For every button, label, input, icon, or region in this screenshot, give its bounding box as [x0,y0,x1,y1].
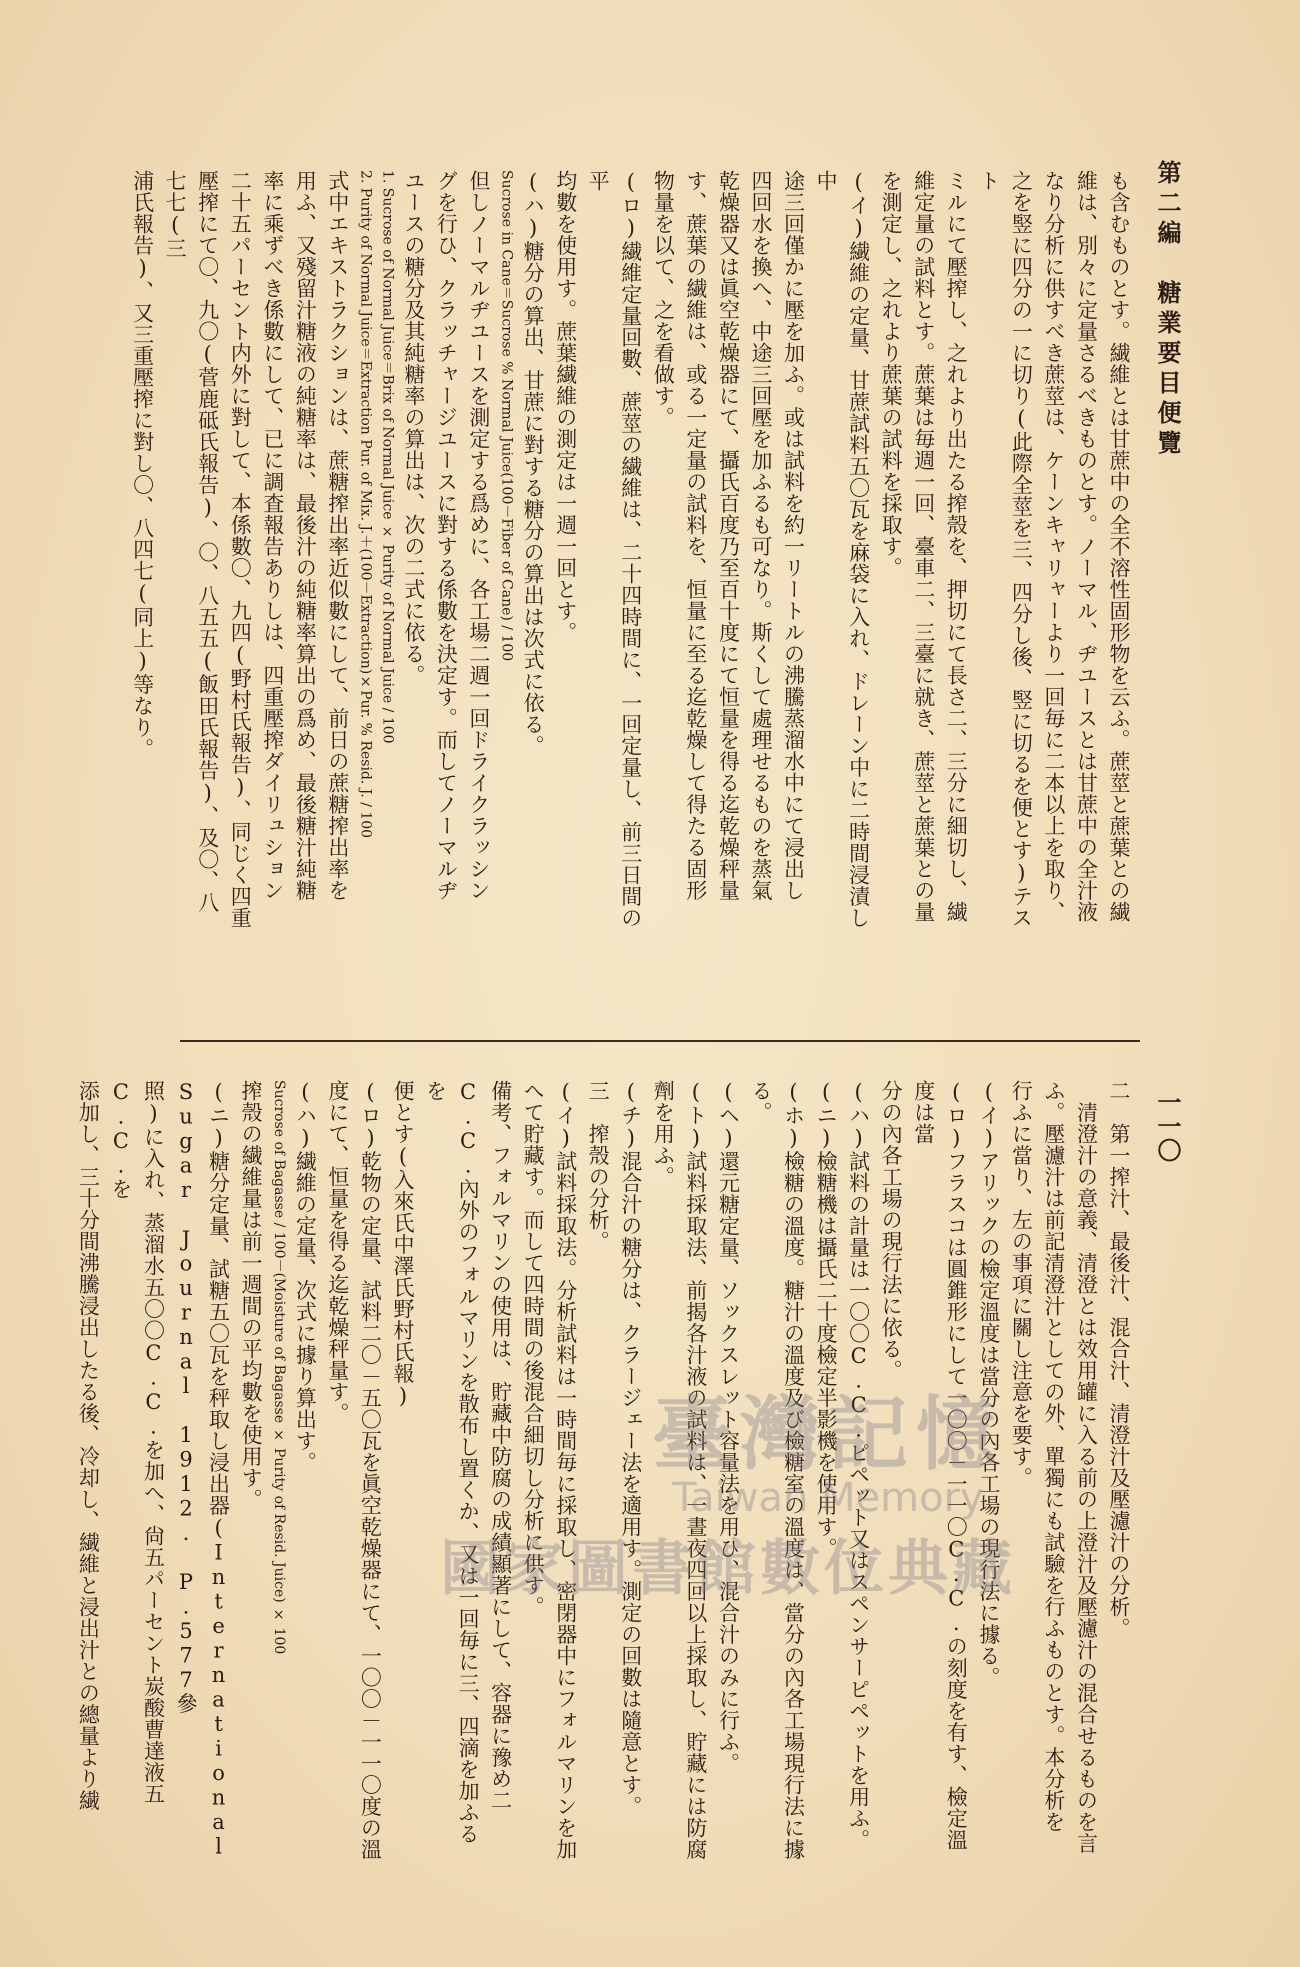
text-line: (ト)試料採取法、前揭各汁液の試料は、一晝夜四回以上採取し、貯藏には防腐 [683,1080,708,1860]
text-line: (ニ)糖分定量、試糖五〇瓦を秤取し浸出器(International Sugar Journal 1912. P.577參 [174,1080,231,1859]
text-line: 但しノーマルヂユースを測定する爲めに、各工場二週一回ドライクラッシン [466,170,491,901]
text-line: (イ)繊維の定量、甘蔗試料五〇瓦を麻袋に入れ、ドレーン中に二時間浸漬し中 [814,170,871,929]
text-line: (ホ)檢糖の溫度。糖汁の溫度及び檢糖室の溫度は、當分の內各工場現行法に據 [781,1080,806,1860]
text-line: 之を竪に四分の一に切り(此際全莖を三、四分し後、竪に切るを便とす)テスト [976,170,1034,929]
upper-text-block [95,170,1135,930]
text-line: 途三回僅かに壓を加ふ。或は試料を約一リートルの沸騰蒸溜水中にて浸出し [781,170,806,901]
text-line: 壓搾にて〇、九〇(菅鹿砥氏報告)、〇、八五五(飯田氏報告)、及〇、八七七(三 [163,170,220,913]
watermark-main: 臺灣記憶 [652,1387,1004,1481]
text-line: も含むものとす。繊維とは甘蔗中の全不溶性固形物を云ふ。蔗莖と蔗葉との繊 [1107,170,1131,923]
text-line: (ハ)糖分の算出、甘蔗に對する糖分の算出は次式に依る。 [521,170,546,757]
text-line: ふ。壓濾汁は前記清澄汁としての外、單獨にも試驗を行ふものとす。本分析を [1041,1080,1066,1833]
text-line: (ニ)檢糖機は攝氏二十度檢定半影機を使用す。 [814,1080,839,1559]
text-line: す、蔗葉の繊維は、或る一定量の試料を、恒量に至る迄乾燥して得たる固形 [683,170,708,901]
text-line: 用ふ、又殘留汁糖液の純糖率は、最後汁の純糖率算出の爲め、最後糖汁純糖 [293,170,318,901]
text-line: 四回水を換へ、中途三回壓を加ふるも可なり。斯くして處理せるものを蒸氣 [748,170,773,901]
text-line: 搾殼の繊維量は前一週間の平均數を使用す。 [239,1080,264,1510]
text-line: 維定量の試料とす。蔗葉は毎週一回、臺車二、三臺に就き、蔗莖と蔗葉との量 [911,170,936,923]
text-line: ミルにて壓搾し、之れより出たる搾殼を、押切にて長さ二、三分に細切し、繊 [944,170,969,923]
text-line: (イ)アリックの檢定溫度は當分の內各工場の現行法に據る。 [976,1080,1001,1688]
text-line: 備考、フォルマリンの使用は、貯藏中防腐の成績顯著にして、容器に豫め二 [488,1080,513,1811]
text-line: ユースの糖分及其純糖率の算出は、次の二式に依る。 [401,170,426,686]
text-line: (ハ)繊維の定量、次式に據り算出す。 [293,1080,318,1473]
text-line: (チ)混合汁の糖分は、クラージェー法を適用す。測定の回數は隨意とす。 [618,1080,643,1817]
formula-fiber-of-bagasse: Sucrose of Bagasse / 100－(Moisture of Bagasse × Purity of Resid. Juice) × 100 [270,1080,287,1655]
text-line: る。 [748,1080,773,1123]
text-line: 二十五パーセント内外に對して、本係數〇、九四(野村氏報告)、同じく四重 [228,170,253,929]
text-line: なり分析に供すべき蔗莖は、ケーンキャリャーより一回毎に二本以上を取り、 [1041,170,1066,923]
text-line: 照)に入れ、蒸溜水五〇〇C.C.を加へ、尙五パーセント炭酸曹達液五C.C.を [108,1080,166,1805]
page-number: 一一〇 [1153,1090,1182,1162]
section-divider [180,1040,1140,1042]
text-line: 分の內各工場の現行法に依る。 [879,1080,904,1381]
text-line: (ロ)乾物の定量、試料二〇－五〇瓦を眞空乾燥器にて、一〇〇－一一〇度の溫 [358,1080,383,1860]
text-line: 三 搾殼の分析。 [586,1080,611,1252]
text-line: 率に乘ずべき係數にして、已に調査報告ありしは、四重壓搾ダイリュション [260,170,285,901]
text-line: (ロ)繊維定量回數、蔗莖の繊維は、二十四時間に、一回定量し、前三日間の平 [586,170,643,929]
text-line: 添加し、三十分間沸騰浸出したる後、冷却し、繊維と浸出汁との總量より繊 [76,1080,101,1811]
text-line: グを行ひ、クラッチャージユースに對する係數を決定す。而してノーマルヂ [434,170,459,901]
text-line: 維は、別々に定量さるべきものとす。ノーマル、ヂユースとは甘蔗中の全汁液 [1074,170,1099,923]
text-line: を測定し、之れより蔗葉の試料を採取す。 [879,170,904,579]
text-line: へて貯藏す。而して四時間の後混合細切し分析に供す。 [521,1080,546,1618]
text-line: (ヘ)還元糖定量、ソックスレット容量法を用ひ、混合汁のみに行ふ。 [716,1080,741,1774]
text-line: 浦氏報告)、又三重壓搾に對し〇、八四七(同上)等なり。 [130,170,155,760]
text-line: 清澄汁の意義、清澄とは效用罐に入る前の上澄汁及壓濾汁の混合せるものを言 [1074,1080,1099,1854]
text-line: 物量を以て、之を看做す。 [651,170,676,428]
text-line: (イ)試料採取法。分析試料は一時間毎に採取し、密閉器中にフォルマリンを加 [553,1080,578,1860]
text-line: C.C.內外のフォルマリンを散布し置くか、又は一回毎に三、四滴を加ふるを [423,1080,481,1845]
text-line: 劑を用ふ。 [651,1080,676,1188]
text-line: 行ふに當り、左の事項に關し注意を要す。 [1009,1080,1034,1489]
watermark-sub: 國家圖書館數位典藏 [440,1534,1016,1604]
text-line: (ハ)試料の計量は一〇〇C.C.ピペット又はスペンサーピペットを用ふ。 [846,1080,871,1851]
formula-sucrose-in-cane: Sucrose in Cane＝Sucrose % Normal Juice(100－Fiber of Cane) / 100 [498,170,515,662]
text-line: 式中エキストラクションは、蔗糖搾出率近似數にして、前日の蔗糖搾出率を [325,170,350,901]
formula-purity-normal-juice: 2. Purity of Normal Juice＝Extraction Pur. of Mix. J.＋(100－Extraction)×Pur. % Resid. J. / 100 [357,170,374,839]
text-line: 便とす(入來氏中澤氏野村氏報) [390,1080,415,1409]
text-line: 度にて、恒量を得る迄乾燥秤量す。 [325,1080,350,1424]
text-line: 二 第一搾汁、最後汁、混合汁、清澄汁及壓濾汁の分析。 [1107,1080,1131,1639]
watermark-english: Taiwan Memory [672,1475,984,1521]
taiwan-memory-watermark [440,1370,1016,1607]
formula-sucrose-normal-juice: 1. Sucrose of Normal Juice＝Brix of Normal Juice × Purity of Normal Juice / 100 [379,170,396,744]
text-line: (ロ)フラスコは圓錐形にして一〇〇－一一〇C.C.の刻度を有す、檢定溫度は當 [911,1080,969,1851]
text-line: 均數を使用す。蔗葉繊維の測定は一週一回とす。 [553,170,578,643]
text-line: 乾燥器又は眞空乾燥器にて、攝氏百度乃至百十度にて恒量を得る迄乾燥秤量 [716,170,741,901]
section-title: 第二編 糖業要目便覽 [1153,160,1182,460]
